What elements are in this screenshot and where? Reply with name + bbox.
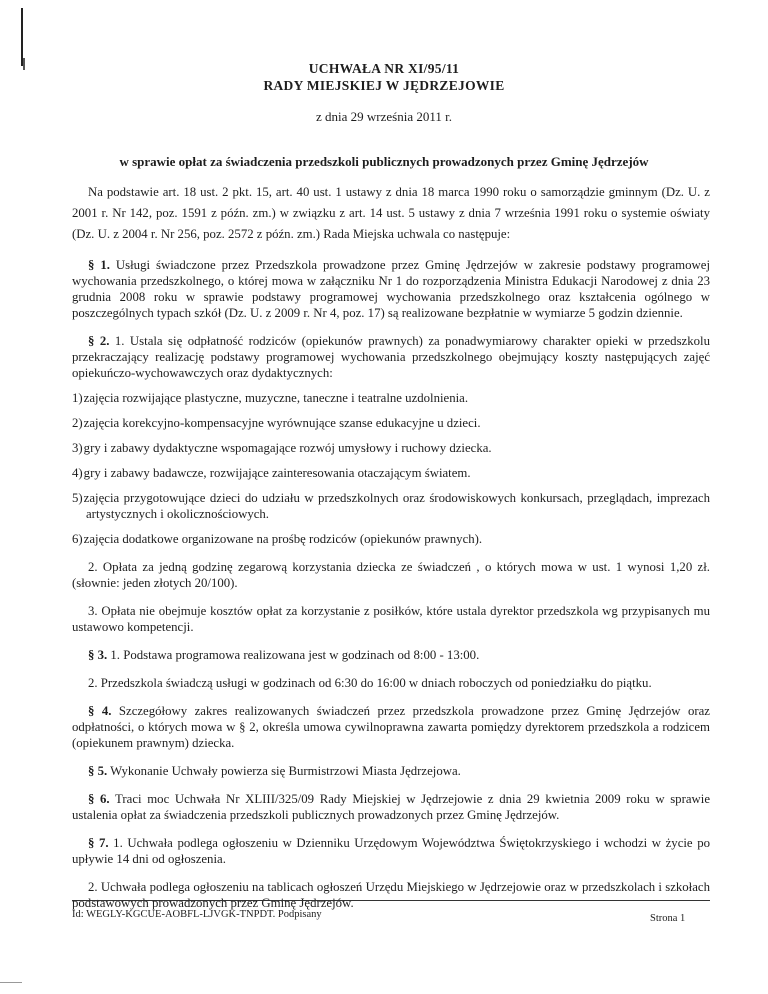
document-issuer: RADY MIEJSKIEJ W JĘDRZEJOWIE: [263, 78, 505, 93]
list-item: 1)zajęcia rozwijające plastyczne, muzyczne, taneczne i teatralne uzdolnienia.: [72, 391, 469, 405]
paragraph-3-heading: § 3.: [88, 648, 108, 662]
paragraph-3: [72, 647, 710, 663]
document-subject: w sprawie opłat za świadczenia przedszkoli publicznych prowadzonych przez Gminę Jędrzejów: [119, 154, 649, 169]
document-body: [72, 170, 710, 911]
paragraph-2-text: 1. Ustala się odpłatność rodziców (opiekunów prawnych) za ponadwymiarowy charakter opieki w przedszkolu przekraczający realizację podstawy programowej wychowania przedszkolnego obejmujący koszty następujących zajęć opiekuńczo-wychowawczych oraz dydaktycznych:: [72, 334, 710, 380]
list-item: 3)gry i zabawy dydaktyczne wspomagające rozwój umysłowy i ruchowy dziecka.: [72, 441, 492, 455]
paragraph-7: [72, 835, 710, 867]
paragraph-4-text: Szczegółowy zakres realizowanych świadczeń przez przedszkola prowadzone przez Gminę Jędrzejów oraz odpłatności, o których mowa w § 2, określa umowa cywilnoprawna zawarta pomiędzy dyrektorem przedszkola a rodzicem (opiekunem prawnym) dziecka.: [72, 704, 710, 750]
paragraph-7-section-2: 2. Uchwała podlega ogłoszeniu na tablicach ogłoszeń Urzędu Miejskiego w Jędrzejowie oraz w przedszkolach i szkołach podstawowych prowadzonych przez Gminę Jędrzejów.: [72, 880, 710, 910]
list-item: 5)zajęcia przygotowujące dzieci do udziału w przedszkolnych oraz środowiskowych konkursach, przeglądach, imprezach artystycznych i okolicznościowych.: [72, 491, 710, 521]
paragraph-6-text: Traci moc Uchwała Nr XLIII/325/09 Rady Miejskiej w Jędrzejowie z dnia 29 kwietnia 2009 roku w sprawie ustalenia opłat za świadczenia przedszkoli publicznych prowadzonych przez Gminę Jędrzejów.: [72, 792, 710, 822]
paragraph-5-text: Wykonanie Uchwały powierza się Burmistrzowi Miasta Jędrzejowa.: [107, 764, 461, 778]
list-item: 4)gry i zabawy badawcze, rozwijające zainteresowania otaczającym światem.: [72, 466, 471, 480]
paragraph-2-section-2: 2. Opłata za jedną godzinę zegarową korzystania dziecka ze świadczeń , o których mowa w ust. 1 wynosi 1,20 zł. (słownie: jeden złotych 20/100).: [72, 560, 710, 590]
paragraph-6-heading: § 6.: [88, 792, 110, 806]
paragraph-3-text: 1. Podstawa programowa realizowana jest w godzinach od 8:00 - 13:00.: [107, 648, 480, 662]
list-item: 2)zajęcia korekcyjno-kompensacyjne wyrównujące szanse edukacyjne u dzieci.: [72, 416, 481, 430]
document-date: z dnia 29 września 2011 r.: [316, 109, 452, 124]
paragraph-5-heading: § 5.: [88, 764, 108, 778]
paragraph-4: [72, 703, 710, 751]
paragraph-2: [72, 333, 710, 381]
paragraph-2-section-3: 3. Opłata nie obejmuje kosztów opłat za korzystanie z posiłków, które ustala dyrektor przedszkola wg przypisanych mu ustawowo kompetencji.: [72, 604, 710, 634]
paragraph-6: [72, 791, 710, 823]
document-id: Id: WEGLY-KGCUE-AOBFL-LJVGK-TNPDT. Podpisany: [72, 909, 322, 920]
paragraph-1-heading: § 1.: [88, 258, 110, 272]
paragraph-2-heading: § 2.: [88, 334, 110, 348]
paragraph-3-section-2: 2. Przedszkola świadczą usługi w godzinach od 6:30 do 16:00 w dniach roboczych od poniedziałku do piątku.: [88, 676, 652, 690]
page-number: Strona 1: [650, 913, 686, 924]
legal-basis: Na podstawie art. 18 ust. 2 pkt. 15, art. 40 ust. 1 ustawy z dnia 18 marca 1990 roku o samorządzie gminnym (Dz. U. z 2001 r. Nr 142, poz. 1591 z późn. zm.) w związku z art. 14 ust. 5 ustawy z dnia 7 września 1991 roku o systemie oświaty (Dz. U. z 2004 r. Nr 256, poz. 2572 z późn. zm.) Rada Miejska uchwala co następuje:: [72, 185, 710, 241]
paragraph-1-text: Usługi świadczone przez Przedszkola prowadzone przez Gminę Jędrzejów w zakresie podstawy programowej wychowania przedszkolnego, o której mowa w załączniku Nr 1 do rozporządzenia Ministra Edukacji Narodowej z dnia 23 grudnia 2008 roku w sprawie podstawy programowej wychowania przedszkolnego oraz kształcenia ogólnego w poszczególnych typach szkół (Dz. U. z 2009 r. Nr 4, poz. 17) są realizowane bezpłatnie w wymiarze 5 godzin dziennie.: [72, 258, 710, 320]
document-title: UCHWAŁA NR XI/95/11: [308, 61, 460, 76]
activity-list: [72, 390, 710, 547]
footer-divider: [72, 900, 710, 901]
paragraph-5: [72, 763, 710, 779]
scan-artifact-line: [0, 982, 22, 983]
paragraph-1: [72, 257, 710, 321]
paragraph-7-text: 1. Uchwała podlega ogłoszeniu w Dzienniku Urzędowym Województwa Świętokrzyskiego i wchodzi w życie po upływie 14 dni od ogłoszenia.: [72, 836, 710, 866]
list-item: 6)zajęcia dodatkowe organizowane na prośbę rodziców (opiekunów prawnych).: [72, 532, 483, 546]
paragraph-7-heading: § 7.: [88, 836, 109, 850]
paragraph-4-heading: § 4.: [88, 704, 112, 718]
